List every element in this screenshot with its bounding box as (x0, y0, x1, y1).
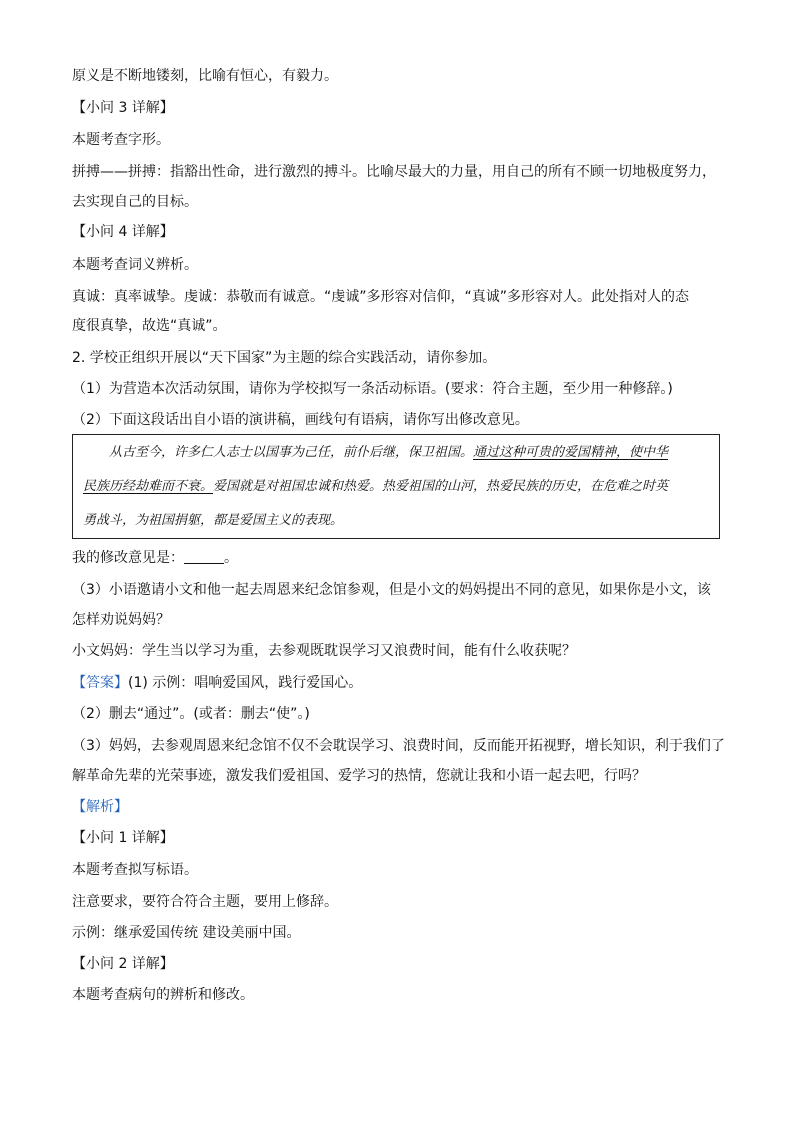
section-heading: 【小问 2 详解】 (72, 956, 174, 972)
answer-blank (184, 549, 224, 564)
section-heading: 【小问 4 详解】 (72, 224, 174, 240)
text-line: 本题考查字形。 (72, 132, 170, 148)
excerpt-line (109, 443, 668, 463)
question-part: （1）为营造本次活动氛围，请你为学校拟写一条活动标语。(要求：符合主题，至少用一种修辞。) (72, 381, 673, 397)
excerpt-text: 爱国就是对祖国忠诚和热爱。热爱祖国的山河，热爱民族的历史，在危难之时英 (213, 479, 669, 494)
answer-text: (1) 示例：唱响爱国风，践行爱国心。 (128, 675, 363, 691)
text-line: 原义是不断地镂刻，比喻有恒心，有毅力。 (72, 68, 338, 84)
text-line: 注意要求，要符合符合主题，要用上修辞。 (72, 894, 338, 910)
text-line: 去实现自己的目标。 (72, 194, 198, 210)
section-heading: 【小问 3 详解】 (72, 100, 174, 116)
answer-text: 解革命先辈的光荣事迹，激发我们爱祖国、爱学习的热情，您就让我和小语一起去吧，行吗？ (72, 768, 646, 784)
question-part: （2）下面这段话出自小语的演讲稿，画线句有语病，请你写出修改意见。 (72, 412, 529, 428)
answer-line (72, 673, 362, 693)
text-line: 度很真挚，故选“真诚”。 (72, 318, 227, 334)
question-part: （3）小语邀请小文和他一起去周恩来纪念馆参观，但是小文的妈妈提出不同的意见，如果你是小文，该 (72, 582, 711, 598)
excerpt-text: 从古至今，许多仁人志士以国事为己任，前仆后继，保卫祖国。 (109, 445, 474, 460)
speech-excerpt-box (72, 434, 720, 539)
excerpt-line: 勇战斗，为祖国捐躯，都是爱国主义的表现。 (83, 513, 344, 528)
text-line: 本题考查病句的辨析和修改。 (72, 987, 254, 1003)
underlined-sentence: 通过这种可贵的爱国精神，使中华 (473, 445, 669, 460)
analysis-tag: 【解析】 (72, 799, 128, 815)
text-line: 怎样劝说妈妈？ (72, 612, 170, 628)
answer-tag: 【答案】 (72, 675, 128, 691)
excerpt-line (83, 477, 668, 497)
text-line: 本题考查词义辨析。 (72, 257, 198, 273)
section-heading: 【小问 1 详解】 (72, 830, 174, 846)
answer-prompt: 我的修改意见是： (72, 550, 184, 566)
text-line: 示例：继承爱国传统 建设美丽中国。 (72, 925, 301, 941)
answer-prompt-line (72, 548, 238, 568)
answer-text: （2）删去“通过”。(或者：删去“使”。) (72, 706, 310, 722)
answer-text: （3）妈妈，去参观周恩来纪念馆不仅不会耽误学习、浪费时间，反而能开拓视野，增长知识，利于我们了 (72, 738, 725, 754)
text-line: 真诚：真率诚挚。虔诚：恭敬而有诚意。“虔诚”多形容对信仰，“真诚”多形容对人。此处指对人的态 (72, 289, 690, 305)
underlined-sentence: 民族历经劫难而不衰。 (83, 479, 214, 494)
question-title: 2. 学校正组织开展以“天下国家”为主题的综合实践活动，请你参加。 (72, 350, 497, 366)
text-line: 本题考查拟写标语。 (72, 862, 198, 878)
answer-prompt-end: 。 (224, 550, 238, 566)
text-line: 拼搏——拼搏：指豁出性命，进行激烈的搏斗。比喻尽最大的力量，用自己的所有不顾一切地极度努力， (72, 164, 716, 180)
text-line: 小文妈妈：学生当以学习为重，去参观既耽误学习又浪费时间，能有什么收获呢？ (72, 643, 576, 659)
